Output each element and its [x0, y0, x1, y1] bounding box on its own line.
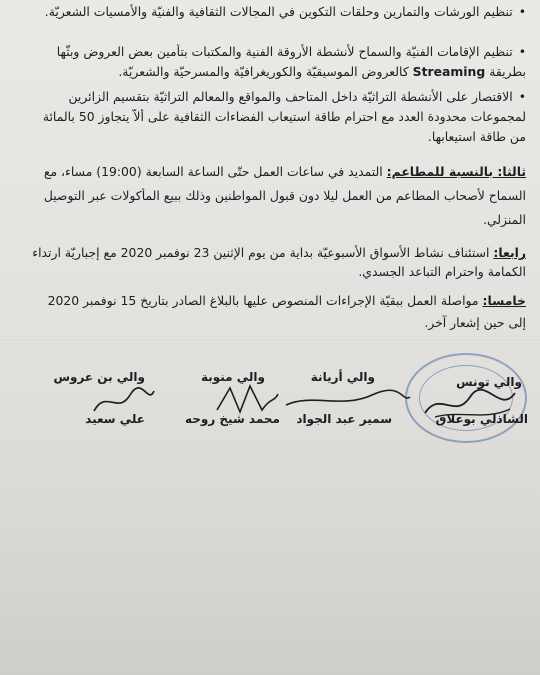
section-text: التمديد في ساعات العمل حتّى الساعة السابعة (19:00) مساء، مع: [43, 164, 383, 179]
section-heading: خامسا:: [482, 293, 526, 308]
section-markets: [14, 245, 526, 261]
signature-ariana: [282, 385, 412, 415]
section-restaurants: [14, 164, 526, 180]
signatory-title-manouba: والي منوبة: [200, 370, 265, 384]
section-heading: ثالثا: بالنسبة للمطاعم:: [386, 164, 526, 179]
section-text: مواصلة العمل ببقيّة الإجراءات المنصوص عليها بالبلاغ الصادر بتاريخ 15 نوفمبر 2020: [47, 293, 479, 308]
bullet-item: • تنظيم الإقامات الفنيّة والسماح لأنشطة الأروقة الفنية والمكتبات بتأمين بعض العروض وبثّها: [14, 44, 526, 60]
signatory-name-ben-arous: علي سعيد: [85, 412, 145, 426]
section-text: إلى حين إشعار آخر.: [424, 315, 526, 330]
signatory-title-tunis: والي تونس: [456, 375, 522, 389]
section-heading: رابعا:: [493, 245, 526, 260]
page-fold: [0, 340, 540, 343]
bullet-item-continued: من طاقة استيعابها.: [427, 129, 526, 144]
section-text: المنزلي.: [483, 212, 526, 227]
signatory-title-ariana: والي أريانة: [310, 370, 375, 384]
signatory-name-manouba: محمد شيخ روحه: [184, 412, 280, 426]
bullet-item: • تنظيم الورشات والتمارين وحلقات التكوين في المجالات الثقافية والفنيّة والأمسيات الشعريّة.: [14, 4, 526, 20]
bullet-item: • الاقتصار على الأنشطة التراثيّة داخل المتاحف والمواقع والمعالم التراثيّة بتقسيم الزائرين: [14, 89, 526, 105]
section-text: الكمامة واحترام التباعد الجسدي.: [358, 264, 526, 279]
bullet-item-continued: بطريقة Streaming كالعروض الموسيقيّة والكوريغرافيّة والمسرحيّة والشعريّة.: [118, 64, 526, 79]
streaming-term: Streaming: [412, 64, 486, 79]
signatory-name-ariana: سمير عبد الجواد: [296, 412, 392, 426]
section-other-measures: [14, 293, 526, 309]
signatory-title-ben-arous: والي بن عروس: [53, 370, 145, 384]
bullet-item-continued: لمجموعات محدودة العدد مع احترام طاقة استيعاب الفضاءات الثقافية على ألاّ يتجاوز 50 بالمائة: [42, 109, 526, 124]
section-text: السماح لأصحاب المطاعم من العمل ليلا دون قبول المواطنين وذلك ببيع المأكولات عبر التوصيل: [43, 188, 526, 203]
section-text: استئناف نشاط الأسواق الأسبوعيّة بداية من يوم الإثنين 23 نوفمبر 2020 مع إجباريّة ارتداء: [32, 245, 490, 260]
signatory-name-tunis: الشاذلي بوعلاق: [435, 412, 528, 426]
